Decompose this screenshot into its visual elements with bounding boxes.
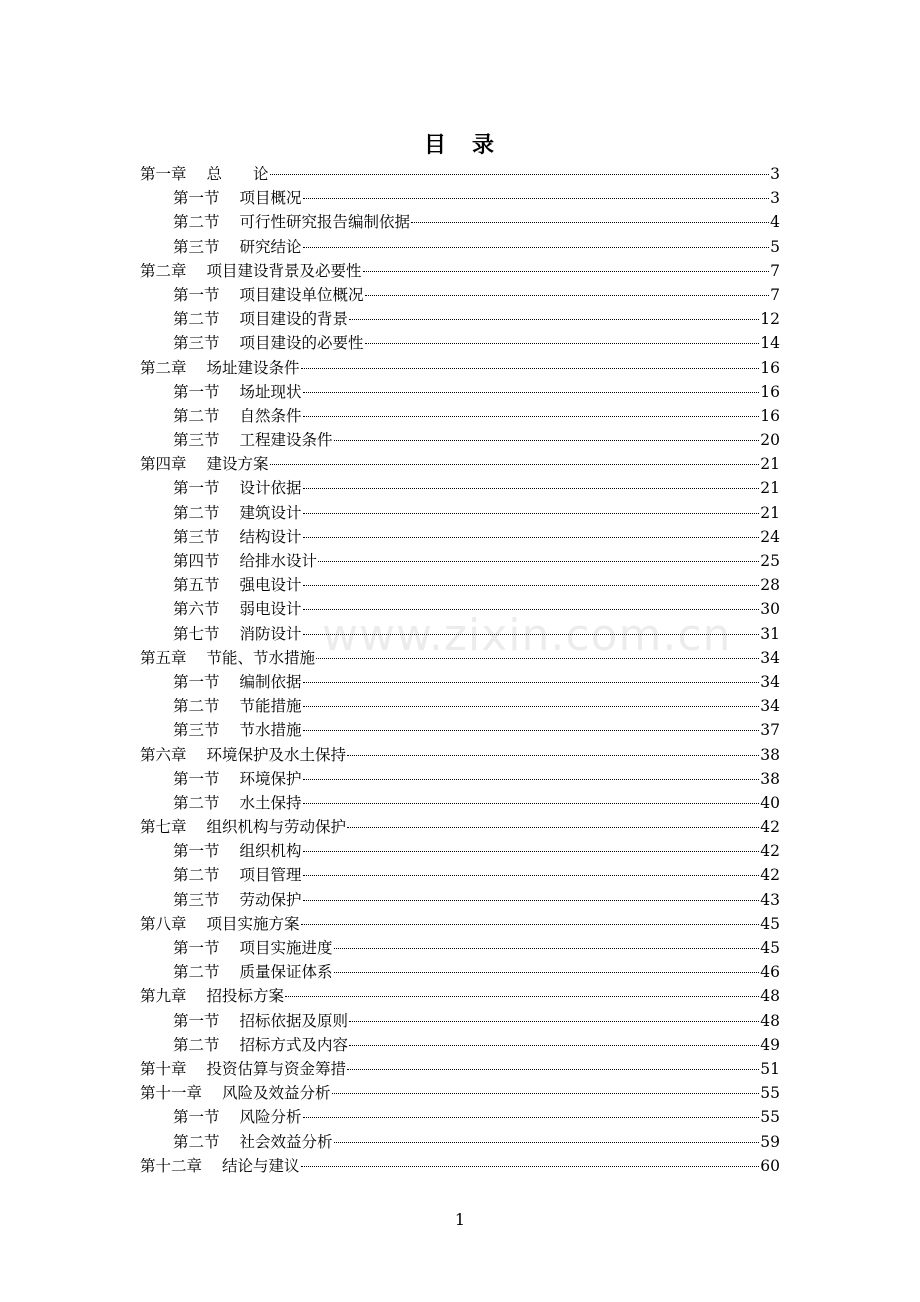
toc-entry-number: 第二节 <box>173 1035 220 1054</box>
toc-entry-title: 劳动保护 <box>239 890 302 909</box>
toc-dot-leader <box>365 295 770 296</box>
toc-entry-number: 第二章 <box>140 358 187 377</box>
toc-entry-number: 第三节 <box>173 721 220 740</box>
toc-entry-page: 55 <box>760 1084 780 1103</box>
toc-entry-number: 第二节 <box>173 213 220 232</box>
toc-chapter-entry[interactable] <box>140 1154 780 1178</box>
toc-chapter-entry[interactable] <box>140 1057 780 1081</box>
toc-section-entry[interactable] <box>140 573 780 597</box>
toc-title: 目 录 <box>423 132 496 158</box>
toc-dot-leader <box>303 730 760 731</box>
toc-entry-title: 消防设计 <box>239 624 302 643</box>
toc-entry-page: 34 <box>760 648 780 667</box>
toc-entry-page: 7 <box>770 261 780 280</box>
toc-entry-title: 工程建设条件 <box>239 431 333 450</box>
toc-dot-leader <box>303 779 760 780</box>
toc-entry-title: 项目建设单位概况 <box>239 285 364 304</box>
toc-section-entry[interactable] <box>140 863 780 887</box>
toc-entry-title: 节能、节水措施 <box>206 648 316 667</box>
toc-entry-page: 25 <box>760 552 780 570</box>
toc-dot-leader <box>411 222 769 223</box>
toc-chapter-entry[interactable] <box>140 162 780 186</box>
toc-entry-page: 48 <box>760 987 780 1006</box>
toc-dot-leader <box>349 1021 759 1022</box>
toc-entry-number: 第一章 <box>140 165 187 183</box>
toc-entry-number: 第五节 <box>173 576 220 595</box>
toc-entry-title: 投资估算与资金筹措 <box>206 1059 347 1078</box>
toc-entry-page: 34 <box>760 672 780 691</box>
toc-entry-page: 46 <box>760 963 780 982</box>
toc-entry-title: 项目建设的必要性 <box>239 334 364 353</box>
toc-entry-number: 第九章 <box>140 987 187 1006</box>
toc-entry-number: 第二节 <box>173 793 220 812</box>
toc-section-entry[interactable] <box>140 307 780 331</box>
toc-entry-number: 第一节 <box>173 672 220 691</box>
toc-entry-page: 34 <box>760 697 780 716</box>
toc-entry-page: 42 <box>760 866 780 885</box>
toc-entry-title: 招投标方案 <box>206 987 285 1006</box>
toc-entry-page: 3 <box>770 165 780 183</box>
toc-entry-title: 研究结论 <box>239 237 302 256</box>
toc-entry-number: 第十章 <box>140 1059 187 1078</box>
toc-entry-number: 第五章 <box>140 648 187 667</box>
toc-dot-leader <box>270 174 770 175</box>
toc-entry-number: 第十一章 <box>140 1084 203 1103</box>
toc-entry-page: 16 <box>760 358 780 377</box>
toc-entry-title: 设计依据 <box>239 479 302 498</box>
toc-section-entry[interactable] <box>140 1033 780 1057</box>
toc-entry-number: 第一节 <box>173 1108 220 1127</box>
page-number: 1 <box>454 1210 466 1229</box>
toc-dot-leader <box>303 875 760 876</box>
toc-entry-page: 28 <box>760 576 780 595</box>
toc-entry-number: 第一节 <box>173 285 220 304</box>
toc-entry-page: 51 <box>760 1059 780 1078</box>
toc-dot-leader <box>347 755 759 756</box>
toc-dot-leader <box>318 561 759 562</box>
toc-chapter-entry[interactable] <box>140 815 780 839</box>
toc-entry-page: 59 <box>760 1132 780 1151</box>
toc-entry-title: 总 论 <box>206 165 269 183</box>
toc-entry-page: 43 <box>760 890 780 909</box>
toc-entry-number: 第三节 <box>173 890 220 909</box>
toc-dot-leader <box>303 851 760 852</box>
toc-entry-title: 弱电设计 <box>239 600 302 619</box>
toc-entry-title: 风险分析 <box>239 1108 302 1127</box>
toc-section-entry[interactable] <box>140 235 780 259</box>
toc-dot-leader <box>334 972 760 973</box>
toc-section-entry[interactable] <box>140 476 780 500</box>
toc-section-entry[interactable] <box>140 186 780 210</box>
toc-entry-title: 项目实施方案 <box>206 914 300 933</box>
toc-entry-page: 38 <box>760 769 780 788</box>
toc-chapter-entry[interactable] <box>140 452 780 476</box>
toc-chapter-entry[interactable] <box>140 356 780 380</box>
toc-section-entry[interactable] <box>140 210 780 234</box>
toc-entry-title: 自然条件 <box>239 406 302 425</box>
toc-section-entry[interactable] <box>140 1105 780 1129</box>
toc-dot-leader <box>334 948 760 949</box>
toc-section-entry[interactable] <box>140 767 780 791</box>
toc-entry-page: 3 <box>770 189 780 208</box>
toc-section-entry[interactable] <box>140 694 780 718</box>
toc-section-entry[interactable] <box>140 501 780 525</box>
toc-entry-title: 给排水设计 <box>239 552 318 570</box>
toc-entry-page: 55 <box>760 1108 780 1127</box>
toc-entry-page: 37 <box>760 721 780 740</box>
toc-dot-leader <box>349 1045 759 1046</box>
toc-entry-number: 第七节 <box>173 624 220 643</box>
toc-entry-number: 第七章 <box>140 818 187 837</box>
toc-entry-page: 14 <box>760 334 780 353</box>
table-of-contents <box>140 162 780 1178</box>
toc-entry-title: 节水措施 <box>239 721 302 740</box>
toc-entry-page: 38 <box>760 745 780 764</box>
toc-entry-page: 16 <box>760 382 780 401</box>
toc-chapter-entry[interactable] <box>140 259 780 283</box>
toc-entry-number: 第二节 <box>173 310 220 329</box>
toc-entry-title: 项目建设背景及必要性 <box>206 261 362 280</box>
toc-entry-number: 第二章 <box>140 261 187 280</box>
toc-entry-page: 24 <box>760 527 780 546</box>
toc-entry-number: 第一节 <box>173 769 220 788</box>
toc-entry-page: 4 <box>770 213 780 232</box>
toc-section-entry[interactable] <box>140 718 780 742</box>
toc-section-entry[interactable] <box>140 670 780 694</box>
toc-entry-page: 49 <box>760 1035 780 1054</box>
toc-entry-page: 20 <box>760 431 780 450</box>
toc-section-entry[interactable] <box>140 283 780 307</box>
toc-dot-leader <box>347 1069 759 1070</box>
toc-section-entry[interactable] <box>140 525 780 549</box>
toc-entry-title: 项目实施进度 <box>239 939 333 957</box>
toc-entry-page: 21 <box>760 479 780 498</box>
toc-entry-number: 第三节 <box>173 527 220 546</box>
toc-entry-page: 16 <box>760 406 780 425</box>
toc-entry-page: 21 <box>760 455 780 474</box>
toc-entry-page: 21 <box>760 503 780 522</box>
toc-section-entry[interactable] <box>140 549 780 573</box>
toc-entry-number: 第二节 <box>173 1132 220 1151</box>
toc-dot-leader <box>270 464 760 465</box>
toc-section-entry[interactable] <box>140 791 780 815</box>
toc-entry-number: 第一节 <box>173 1011 220 1030</box>
toc-entry-number: 第三节 <box>173 431 220 450</box>
toc-entry-title: 招标依据及原则 <box>239 1011 349 1030</box>
toc-entry-number: 第三节 <box>173 334 220 353</box>
toc-entry-title: 建设方案 <box>206 455 269 474</box>
toc-dot-leader <box>303 900 760 901</box>
toc-entry-title: 可行性研究报告编制依据 <box>239 213 411 232</box>
toc-entry-page: 45 <box>760 914 780 933</box>
toc-dot-leader <box>303 537 760 538</box>
toc-chapter-entry[interactable] <box>140 743 780 767</box>
toc-entry-title: 场址建设条件 <box>206 358 300 377</box>
toc-entry-number: 第二节 <box>173 697 220 716</box>
toc-section-entry[interactable] <box>140 1009 780 1033</box>
toc-entry-title: 水土保持 <box>239 793 302 812</box>
toc-entry-number: 第二节 <box>173 406 220 425</box>
toc-entry-page: 12 <box>760 310 780 329</box>
toc-entry-title: 组织机构与劳动保护 <box>206 818 347 837</box>
watermark: www.zixin.com.cn <box>322 610 732 661</box>
toc-section-entry[interactable] <box>140 839 780 863</box>
toc-entry-title: 招标方式及内容 <box>239 1035 349 1054</box>
toc-dot-leader <box>303 682 760 683</box>
toc-entry-title: 建筑设计 <box>239 503 302 522</box>
toc-dot-leader <box>301 924 760 925</box>
toc-entry-title: 项目管理 <box>239 866 302 885</box>
toc-entry-title: 项目建设的背景 <box>239 310 349 329</box>
toc-chapter-entry[interactable] <box>140 912 780 936</box>
toc-entry-page: 42 <box>760 842 780 861</box>
toc-dot-leader <box>303 392 760 393</box>
toc-dot-leader <box>301 368 760 369</box>
toc-chapter-entry[interactable] <box>140 1081 780 1105</box>
toc-dot-leader <box>303 803 760 804</box>
toc-chapter-entry[interactable] <box>140 984 780 1008</box>
toc-entry-number: 第二节 <box>173 866 220 885</box>
toc-entry-number: 第三节 <box>173 237 220 256</box>
toc-entry-number: 第四节 <box>173 552 220 570</box>
toc-dot-leader <box>334 440 760 441</box>
toc-dot-leader <box>303 585 760 586</box>
toc-dot-leader <box>301 1166 760 1167</box>
toc-dot-leader <box>303 706 760 707</box>
toc-entry-number: 第四章 <box>140 455 187 474</box>
toc-entry-page: 60 <box>760 1156 780 1175</box>
toc-entry-number: 第一节 <box>173 479 220 498</box>
toc-entry-title: 编制依据 <box>239 672 302 691</box>
toc-entry-page: 30 <box>760 600 780 619</box>
toc-entry-title: 结论与建议 <box>222 1156 300 1175</box>
toc-entry-number: 第十二章 <box>140 1156 203 1175</box>
toc-entry-title: 质量保证体系 <box>239 963 333 982</box>
toc-dot-leader <box>347 827 759 828</box>
toc-entry-number: 第一节 <box>173 382 220 401</box>
toc-dot-leader <box>303 247 770 248</box>
toc-entry-number: 第一节 <box>173 189 220 208</box>
toc-entry-title: 社会效益分析 <box>239 1132 333 1151</box>
toc-dot-leader <box>303 198 770 199</box>
toc-entry-page: 48 <box>760 1011 780 1030</box>
toc-dot-leader <box>334 1142 760 1143</box>
toc-entry-page: 5 <box>770 237 780 256</box>
toc-section-entry[interactable] <box>140 936 780 960</box>
toc-entry-title: 项目概况 <box>239 189 302 208</box>
toc-entry-title: 环境保护及水土保持 <box>206 745 347 764</box>
toc-dot-leader <box>363 271 770 272</box>
toc-entry-number: 第八章 <box>140 914 187 933</box>
toc-entry-page: 31 <box>760 624 780 643</box>
toc-section-entry[interactable] <box>140 380 780 404</box>
toc-dot-leader <box>332 1093 760 1094</box>
toc-entry-title: 强电设计 <box>239 576 302 595</box>
toc-section-entry[interactable] <box>140 1130 780 1154</box>
toc-entry-number: 第六章 <box>140 745 187 764</box>
toc-dot-leader <box>303 488 760 489</box>
toc-entry-page: 40 <box>760 793 780 812</box>
toc-dot-leader <box>285 996 759 997</box>
toc-dot-leader <box>349 319 759 320</box>
toc-entry-number: 第一节 <box>173 842 220 861</box>
toc-entry-title: 环境保护 <box>239 769 302 788</box>
toc-dot-leader <box>303 1117 760 1118</box>
toc-dot-leader <box>303 513 760 514</box>
toc-dot-leader <box>303 416 760 417</box>
toc-entry-title: 节能措施 <box>239 697 302 716</box>
toc-entry-title: 风险及效益分析 <box>222 1084 331 1103</box>
toc-dot-leader <box>365 343 760 344</box>
toc-section-entry[interactable] <box>140 960 780 984</box>
toc-section-entry[interactable] <box>140 404 780 428</box>
toc-entry-title: 结构设计 <box>239 527 302 546</box>
toc-entry-title: 场址现状 <box>239 382 302 401</box>
toc-entry-page: 7 <box>770 285 780 304</box>
toc-entry-number: 第六节 <box>173 600 220 619</box>
toc-entry-title: 组织机构 <box>239 842 302 861</box>
toc-entry-number: 第二节 <box>173 503 220 522</box>
toc-section-entry[interactable] <box>140 888 780 912</box>
toc-entry-page: 42 <box>760 818 780 837</box>
toc-entry-number: 第二节 <box>173 963 220 982</box>
toc-section-entry[interactable] <box>140 331 780 355</box>
toc-section-entry[interactable] <box>140 428 780 452</box>
toc-entry-page: 45 <box>760 939 780 957</box>
toc-entry-number: 第一节 <box>173 939 220 957</box>
